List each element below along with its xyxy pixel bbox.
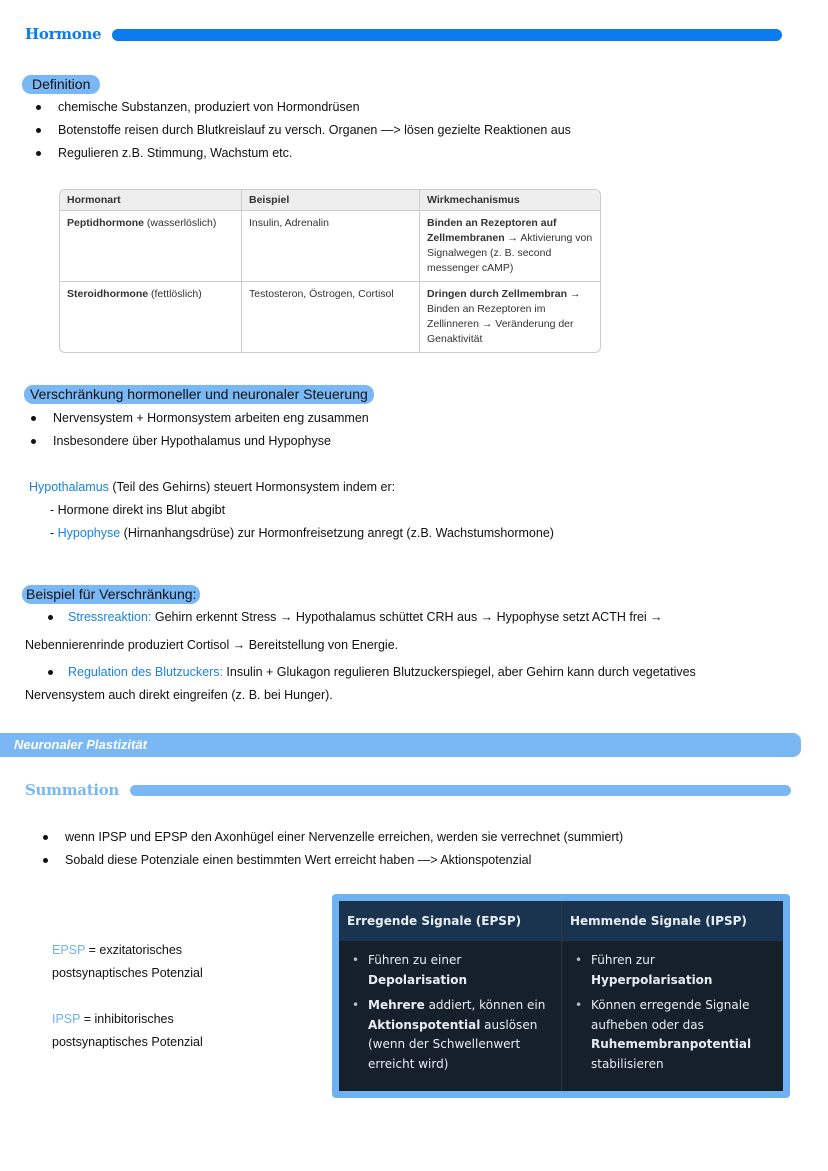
sub-item [50,526,554,540]
sub-item: - Hormone direkt ins Blut abgibt [50,503,226,517]
bold-text: Hyperpolarisation [591,972,713,987]
cell-bold: Binden an Rezeptoren auf Zellmembranen [427,217,557,244]
ipsp-column [561,941,783,1091]
bold-text: Mehrere [368,998,425,1012]
bullet-icon [31,416,36,421]
table-cell [60,211,241,282]
epsp-column [339,941,561,1091]
list-item: Botenstoffe reisen durch Blutkreislauf zu versch. Organen —> lösen gezielte Reaktionen aus [58,123,571,137]
column-header: Beispiel [241,190,419,211]
bullet-icon [48,670,53,675]
epsp-definition [52,943,182,957]
cell-note: (fettlöslich) [148,288,202,300]
list-item: chemische Substanzen, produziert von Hormondrüsen [58,100,360,114]
epsp-definition-line2: postsynaptisches Potenzial [52,966,203,980]
bold-text: Depolarisation [368,972,468,987]
text: Insulin + Glukagon regulieren Blutzuckerspiegel, aber Gehirn kann durch vegetatives [222,665,696,679]
cell-text: → Binden an Rezeptoren im Zellinneren → Veränderung der Genaktivität [427,288,581,345]
text: = inhibitorisches [80,1012,174,1026]
cell-bold: Dringen durch Zellmembran [427,288,568,300]
bullet-icon [48,615,53,620]
list-item: Regulieren z.B. Stimmung, Wachstum etc. [58,146,293,160]
list-item [68,665,696,679]
table-cell [419,211,600,282]
bullet-icon [36,151,41,156]
text: (Hirnanhangsdrüse) zur Hormonfreisetzung anregt (z.B. Wachstumshormone) [120,526,554,540]
term: Hypophyse [57,526,121,540]
table-cell [419,282,600,352]
ipsp-definition [52,1012,174,1026]
beispiel-label: Beispiel für Verschränkung: [22,585,200,604]
text: Gehirn erkennt Stress → Hypothalamus schüttet CRH aus → Hypophyse setzt ACTH frei → [151,610,663,624]
text: (Teil des Gehirns) steuert Hormonsystem indem er: [108,480,396,494]
column-header: Erregende Signale (EPSP) [339,901,561,941]
term: Stressreaktion: [68,610,152,624]
text: Können erregende Signale aufheben oder das [591,998,750,1032]
term: EPSP [52,943,86,957]
list-item-continued: Nervensystem auch direkt eingreifen (z. B. bei Hunger). [25,688,333,702]
list-item [68,610,663,624]
text: addiert, können ein [424,998,546,1012]
term: IPSP [52,1012,81,1026]
list-item: Insbesondere über Hypothalamus und Hypophyse [53,434,331,448]
cell-text: → Aktivierung von Signalwegen (z. B. second messenger cAMP) [427,232,593,274]
bullet-icon [36,105,41,110]
bullet-icon [43,835,48,840]
table-row [60,282,600,352]
column-header: Hemmende Signale (IPSP) [561,901,783,941]
list-item: Sobald diese Potenziale einen bestimmten Wert erreicht haben —> Aktionspotenzial [65,853,532,867]
text: auslösen (wenn der Schwellenwert erreicht wird) [368,1017,538,1071]
signals-box [332,894,790,1098]
table-cell: Insulin, Adrenalin [241,211,419,282]
table-cell [60,282,241,352]
list-item: wenn IPSP und EPSP den Axonhügel einer Nervenzelle erreichen, werden sie verrechnet (summiert) [65,830,624,844]
verschraenkung-label: Verschränkung hormoneller und neuronaler Steuerung [24,385,374,404]
text: Führen zur [591,953,655,967]
text: = exzitatorisches [85,943,183,957]
cell-bold: Steroidhormone [67,288,149,300]
hormone-table [59,189,601,353]
section-title-summation: Summation [25,781,120,799]
cell-bold: Peptidhormone [67,217,145,229]
list-item [570,996,775,1074]
section-title-hormone: Hormone [25,25,102,43]
bullet-icon [36,128,41,133]
table-row [60,211,600,282]
bullet-icon [31,439,36,444]
ipsp-definition-line2: postsynaptisches Potenzial [52,1035,203,1049]
list-item-continued: Nebennierenrinde produziert Cortisol → Bereitstellung von Energie. [25,638,399,652]
text: stabilisieren [591,1056,664,1071]
bold-text: Aktionspotential [368,1017,481,1032]
hypothalamus-line [29,480,395,494]
text: Führen zu einer [368,953,462,967]
title-bar [130,785,791,796]
bullet-icon [43,858,48,863]
text: - [50,526,58,540]
list-item [347,996,553,1074]
list-item [347,951,553,990]
bold-text: Ruhemembranpotential [591,1037,752,1051]
list-item: Nervensystem + Hormonsystem arbeiten eng zusammen [53,411,369,425]
list-item [570,951,775,990]
term: Regulation des Blutzuckers: [68,665,223,679]
column-header: Wirkmechanismus [419,190,600,211]
table-cell: Testosteron, Östrogen, Cortisol [241,282,419,352]
cell-note: (wasserlöslich) [144,217,217,229]
neuro-title: Neuronaler Plastizität [14,737,147,752]
definition-label: Definition [22,75,100,94]
term: Hypothalamus [29,480,109,494]
title-bar [112,29,782,41]
column-header: Hormonart [60,190,241,211]
